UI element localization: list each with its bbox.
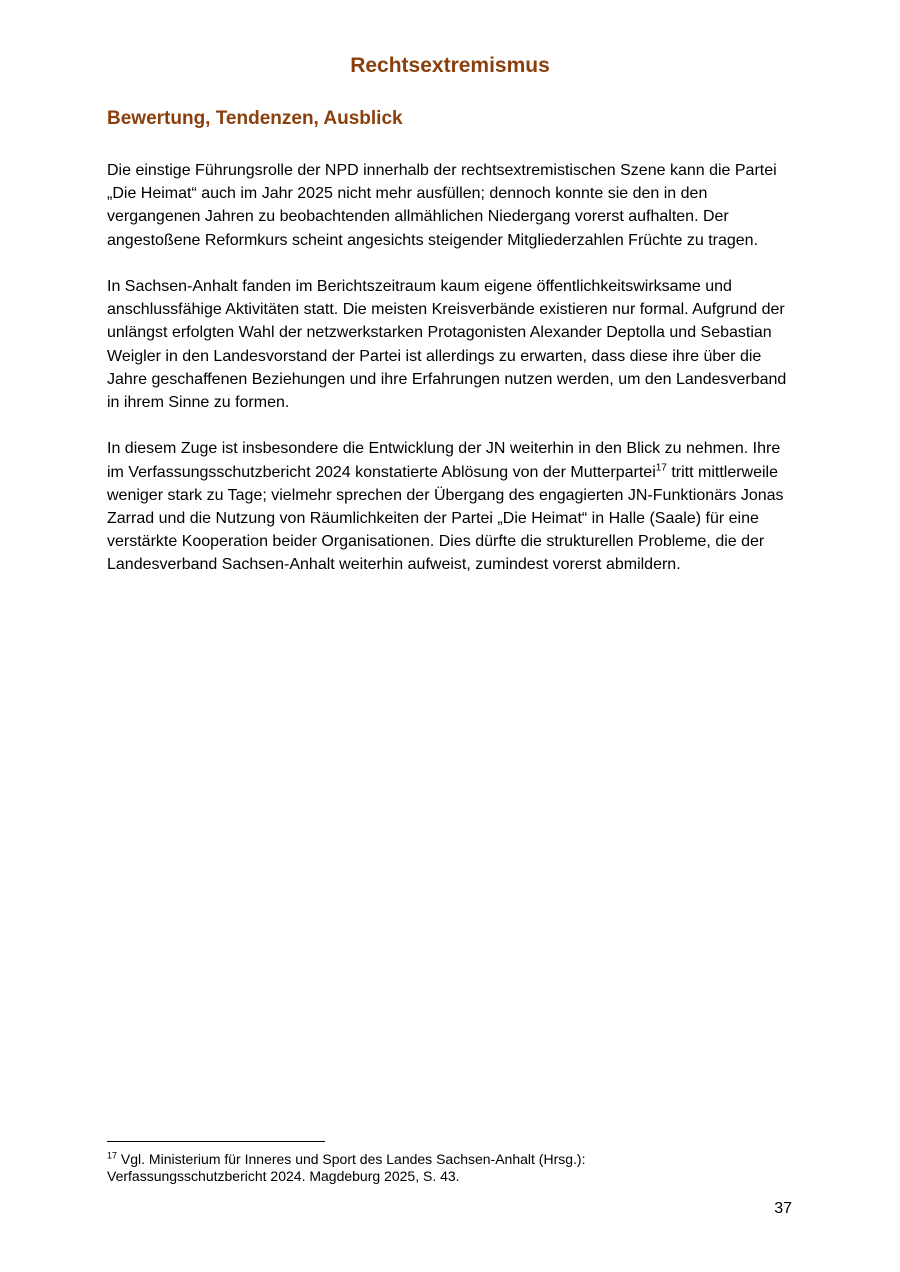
section-heading: Bewertung, Tendenzen, Ausblick — [107, 108, 403, 129]
paragraph-3 — [107, 437, 797, 576]
footnote-reference[interactable]: 17 — [655, 462, 667, 474]
footnote-text: Vgl. Ministerium für Inneres und Sport des Landes Sachsen-Anhalt (Hrsg.): Verfassungsschutzbericht 2024. Magdeburg 2025, S. 43. — [107, 1151, 586, 1184]
paragraph-2: In Sachsen-Anhalt fanden im Berichtszeitraum kaum eigene öffentlichkeitswirksame und anschlussfähige Aktivitäten statt. Die meisten Kreisverbände existieren nur formal. Aufgrund der unlängst erfolgten Wahl der netzwerkstarken Protagonisten Alexander Deptolla und Sebastian Weigler in den Landesvorstand der Partei ist allerdings zu erwarten, dass diese ihre über die Jahre geschaffenen Beziehungen und ihre Erfahrungen nutzen werden, um den Landesverband in ihrem Sinne zu formen. — [107, 278, 787, 412]
paragraph-3-text-end: tritt mittlerweile weniger stark zu Tage; vielmehr sprechen der Übergang des engagierten JN-Funktionärs Jonas Zarrad und die Nutzung von Räumlichkeiten der Partei „Die Heimat“ in Halle (Saale) für eine verstärkte Kooperation beider Organisationen. Dies dürfte die strukturellen Probleme, die der Landesverband Sachsen-Anhalt weiterhin aufweist, zumindest vorerst abmildern. — [107, 463, 784, 574]
paragraph-1: Die einstige Führungsrolle der NPD innerhalb der rechtsextremistischen Szene kann die Partei „Die Heimat“ auch im Jahr 2025 nicht mehr ausfüllen; dennoch konnte sie den in den vergangenen Jahren zu beobachtenden allmählichen Niedergang vorerst aufhalten. Der angestoßene Reformkurs scheint angesichts steigender Mitgliederzahlen Früchte zu tragen. — [107, 162, 777, 249]
page-header-title: Rechtsextremismus — [350, 54, 550, 77]
footnote — [107, 1151, 667, 1185]
paragraph-3-text-start: In diesem Zuge ist insbesondere die Entwicklung der JN weiterhin in den Blick zu nehmen. Ihre im Verfassungsschutzbericht 2024 konstatierte Ablösung von der Mutterpartei — [107, 440, 781, 481]
footnote-divider — [107, 1141, 325, 1142]
footnote-number: 17 — [107, 1150, 118, 1161]
page-number: 37 — [774, 1200, 792, 1217]
body-text — [107, 159, 797, 600]
